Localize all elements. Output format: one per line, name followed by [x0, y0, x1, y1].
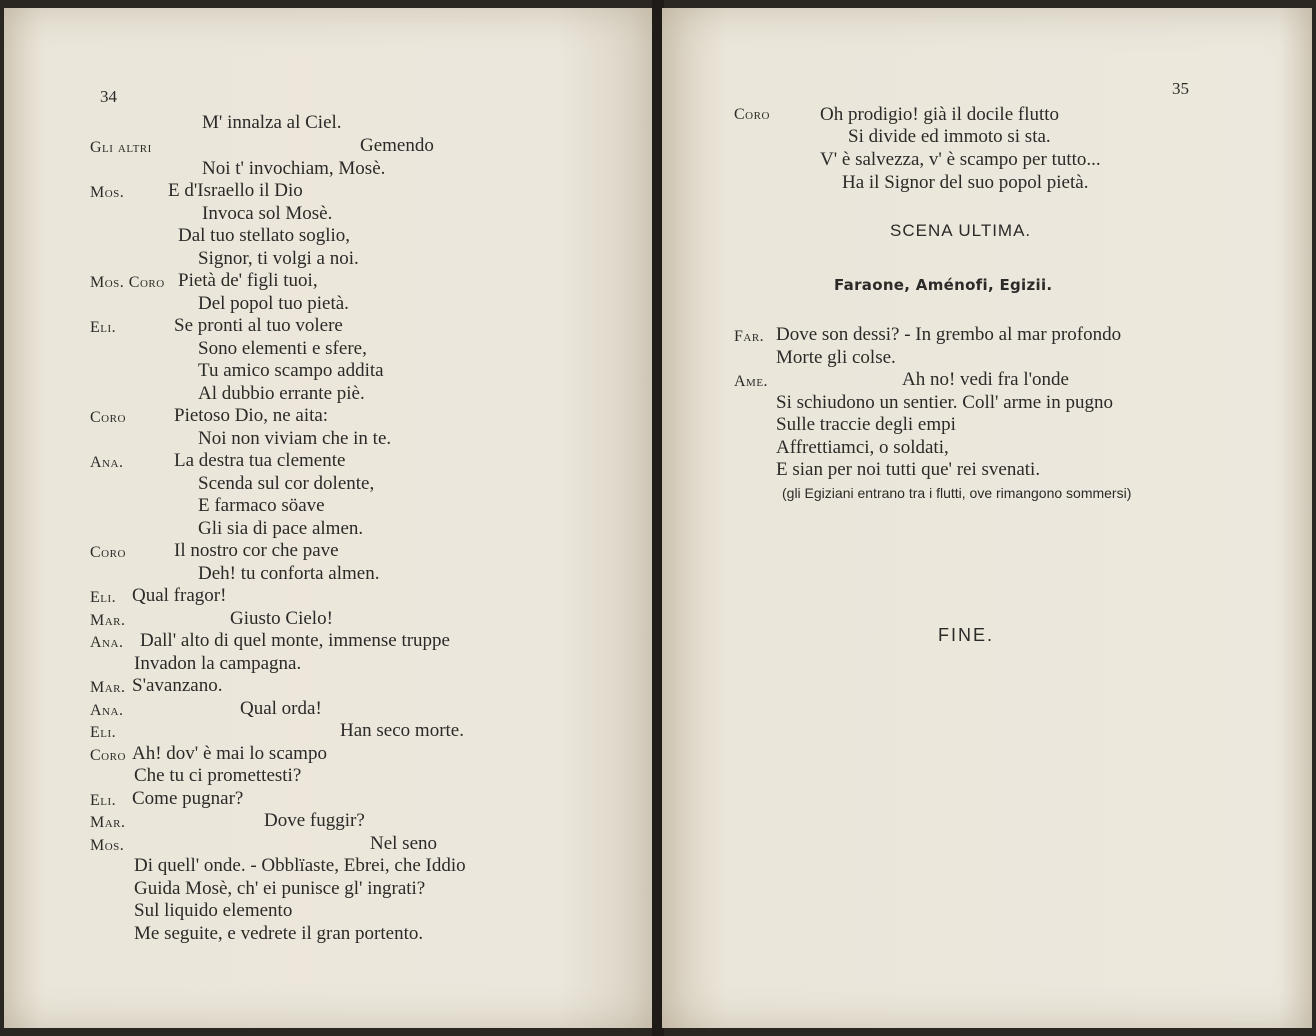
verse-line: Al dubbio errante piè.	[198, 383, 365, 404]
speaker-label: Mos.	[90, 184, 125, 201]
speaker-label: Gli altri	[90, 139, 152, 156]
verse-line: Qual fragor!	[132, 585, 227, 606]
speaker-label: Ana.	[90, 634, 124, 651]
speaker-label: Coro	[90, 544, 126, 561]
end-text: FINE.	[938, 625, 995, 645]
speaker-label: Mar.	[90, 679, 126, 696]
speaker-label: Eli.	[90, 319, 117, 336]
speaker-label: Ana.	[90, 454, 124, 471]
verse-line: Gli sia di pace almen.	[198, 518, 364, 539]
verse-line: M' innalza al Ciel.	[202, 112, 342, 133]
verse-line: E d'Israello il Dio	[168, 180, 303, 201]
page-number-left: 34	[100, 87, 117, 106]
speaker-label: Mos. Coro	[90, 274, 165, 291]
verse-line: Sulle traccie degli empi	[776, 414, 956, 435]
speaker-label: Ame.	[734, 373, 769, 390]
verse-line: Si schiudono un sentier. Coll' arme in pugno	[776, 392, 1113, 413]
speaker-label: Coro	[90, 409, 126, 426]
verse-line: S'avanzano.	[132, 675, 223, 696]
verse-line: E sian per noi tutti que' rei svenati.	[776, 459, 1041, 480]
speaker-label: Ana.	[90, 702, 124, 719]
chorus-line: Si divide ed immoto si sta.	[848, 126, 1051, 147]
verse-line: Nel seno	[370, 833, 438, 854]
verse-line: Dove fuggir?	[264, 810, 365, 831]
verse-line: Di quell' onde. - Obblïaste, Ebrei, che Iddio	[134, 855, 466, 876]
speaker-label: Eli.	[90, 792, 117, 809]
verse-line: E farmaco söave	[198, 495, 325, 516]
verse-line: Ah no! vedi fra l'onde	[902, 369, 1069, 390]
verse-line: Deh! tu conforta almen.	[198, 563, 380, 584]
verse-line: Guida Mosè, ch' ei punisce gl' ingrati?	[134, 878, 426, 899]
verse-line: Ah! dov' è mai lo scampo	[132, 743, 327, 764]
speaker-label: Eli.	[90, 724, 117, 741]
verse-line: Giusto Cielo!	[230, 608, 333, 629]
verse-line: Affrettiamci, o soldati,	[776, 437, 949, 458]
verse-line: Pietà de' figli tuoi,	[178, 270, 318, 291]
verse-line: Sul liquido elemento	[134, 900, 293, 921]
verse-line: Pietoso Dio, ne aita:	[174, 405, 329, 426]
verse-line: Me seguite, e vedrete il gran portento.	[134, 923, 424, 944]
verse-line: La destra tua clemente	[174, 450, 346, 471]
scene-characters: Faraone, Aménofi, Egizii.	[834, 276, 1053, 294]
speaker-label: Mar.	[90, 612, 126, 629]
verse-line: Scenda sul cor dolente,	[198, 473, 375, 494]
verse-line: Morte gli colse.	[776, 347, 896, 368]
verse-line: Dal tuo stellato soglio,	[178, 225, 351, 246]
verse-line: Qual orda!	[240, 698, 322, 719]
page-number-right: 35	[1172, 79, 1189, 98]
speaker-label: Mos.	[90, 837, 125, 854]
chorus-speaker: Coro	[734, 106, 770, 123]
chorus-line: V' è salvezza, v' è scampo per tutto...	[820, 149, 1101, 170]
verse-line: Sono elementi e sfere,	[198, 338, 367, 359]
verse-line: Noi non viviam che in te.	[198, 428, 392, 449]
verse-line: Signor, ti volgi a noi.	[198, 248, 359, 269]
verse-line: Han seco morte.	[340, 720, 464, 741]
speaker-label: Mar.	[90, 814, 126, 831]
verse-line: Invoca sol Mosè.	[202, 203, 333, 224]
speaker-label: Coro	[90, 747, 126, 764]
chorus-line: Ha il Signor del suo popol pietà.	[842, 172, 1089, 193]
verse-line: Invadon la campagna.	[134, 653, 302, 674]
scene-title: SCENA ULTIMA.	[890, 221, 1032, 240]
left-page	[4, 8, 654, 1028]
verse-line: Noi t' invochiam, Mosè.	[202, 158, 386, 179]
verse-line: Dall' alto di quel monte, immense truppe	[140, 630, 450, 651]
verse-line: Se pronti al tuo volere	[174, 315, 343, 336]
speaker-label: Far.	[734, 328, 765, 345]
chorus-line: Oh prodigio! già il docile flutto	[820, 104, 1060, 125]
verse-line: Tu amico scampo addita	[198, 360, 384, 381]
verse-line: Che tu ci promettesti?	[134, 765, 302, 786]
verse-line: Come pugnar?	[132, 788, 244, 809]
right-page	[662, 8, 1312, 1028]
verse-line: Il nostro cor che pave	[174, 540, 339, 561]
verse-line: Gemendo	[360, 135, 434, 156]
speaker-label: Eli.	[90, 589, 117, 606]
verse-line: Dove son dessi? - In grembo al mar profondo	[776, 324, 1122, 345]
stage-direction: (gli Egiziani entrano tra i flutti, ove rimangono sommersi)	[782, 485, 1132, 501]
verse-line: Del popol tuo pietà.	[198, 293, 349, 314]
